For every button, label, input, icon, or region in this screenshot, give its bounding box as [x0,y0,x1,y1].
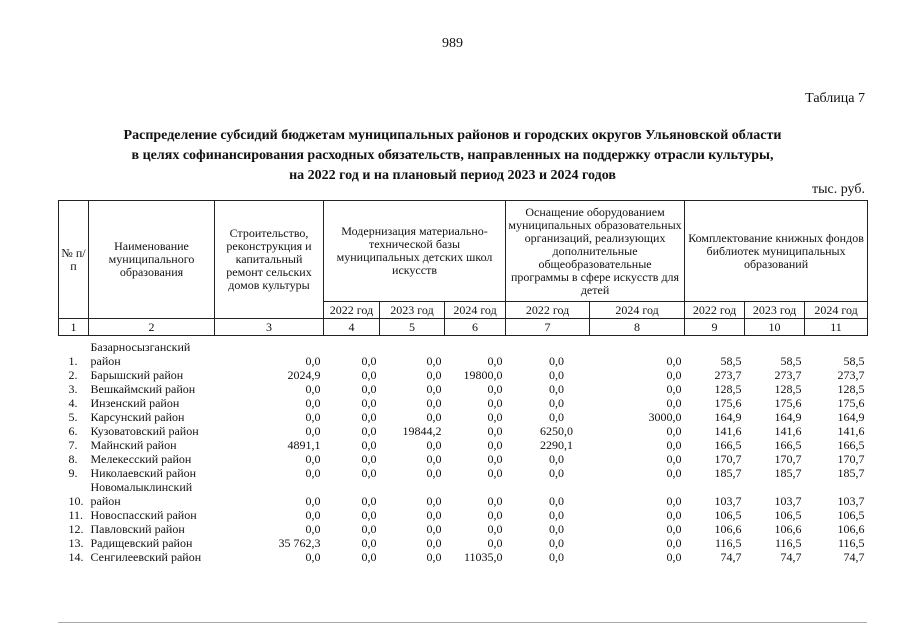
cell-c9: 106,5 [714,508,742,522]
header-year: 2023 год [380,302,445,319]
table-label: Таблица 7 [805,91,865,106]
row-number: 14. [68,550,84,564]
column-number: 10 [745,319,805,336]
cell-c7: 0,0 [549,354,565,368]
cell-c9: 175,6 [714,396,742,410]
row-name: Вешкаймский район [90,382,196,396]
cell-c3: 0,0 [305,466,321,480]
cell-c7: 0,0 [549,550,565,564]
cell-c11: 128,5 [837,382,865,396]
table-row [59,550,868,564]
cell-c10: 185,7 [774,466,802,480]
cell-c4: 0,0 [361,550,377,564]
column-number: 5 [380,319,445,336]
cell-c7: 0,0 [549,396,565,410]
cell-c5: 0,0 [426,396,442,410]
column-number: 1 [59,319,89,336]
cell-c6: 0,0 [487,536,503,550]
cell-c8: 0,0 [666,424,682,438]
cell-c8: 0,0 [666,508,682,522]
header-year: 2022 год [506,302,590,319]
cell-c8: 0,0 [666,536,682,550]
column-number: 7 [506,319,590,336]
row-name: Новоспасский район [90,508,197,522]
cell-c3: 0,0 [305,410,321,424]
column-number: 9 [685,319,745,336]
cell-c3: 0,0 [305,396,321,410]
cell-c10: 74,7 [780,550,802,564]
cell-c10: 128,5 [774,382,802,396]
page-bottom-rule [58,622,867,623]
cell-c8: 0,0 [666,382,682,396]
cell-c4: 0,0 [361,494,377,508]
cell-c11: 273,7 [837,368,865,382]
cell-c6: 0,0 [487,522,503,536]
row-number: 10. [68,494,84,508]
cell-c11: 74,7 [843,550,865,564]
cell-c5: 0,0 [426,354,442,368]
cell-c7: 0,0 [549,368,565,382]
table-body [59,336,868,565]
cell-c5: 0,0 [426,368,442,382]
header-books: Комплектование книжных фондов библиотек муниципальных образований [685,201,868,302]
cell-c4: 0,0 [361,508,377,522]
cell-c8: 0,0 [666,368,682,382]
cell-c6: 0,0 [487,452,503,466]
row-number: 9. [68,466,78,480]
cell-c5: 0,0 [426,494,442,508]
table-row [59,452,868,466]
title-line: в целях софинансирования расходных обязательств, направленных на поддержку отрасли культуры, [131,148,774,163]
cell-c10: 164,9 [774,410,802,424]
cell-c4: 0,0 [361,466,377,480]
cell-c10: 175,6 [774,396,802,410]
row-number: 13. [68,536,84,550]
cell-c4: 0,0 [361,410,377,424]
table-row [59,424,868,438]
row-name: Мелекесский район [90,452,192,466]
cell-c8: 0,0 [666,396,682,410]
cell-c6: 0,0 [487,382,503,396]
cell-c7: 2290,1 [540,438,574,452]
cell-c6: 11035,0 [463,550,503,564]
table-row [59,382,868,396]
column-number: 11 [805,319,868,336]
cell-c6: 19800,0 [463,368,503,382]
table-row [59,536,868,550]
cell-c5: 0,0 [426,536,442,550]
cell-c9: 116,5 [714,536,742,550]
cell-c4: 0,0 [361,368,377,382]
row-name: Майнский район [90,438,177,452]
cell-c5: 0,0 [426,438,442,452]
cell-c9: 106,6 [714,522,742,536]
row-number: 5. [68,410,78,424]
table-row [59,336,868,369]
cell-c6: 0,0 [487,396,503,410]
table-row [59,396,868,410]
table-row [59,368,868,382]
cell-c4: 0,0 [361,396,377,410]
cell-c3: 4891,1 [287,438,321,452]
cell-c8: 3000,0 [648,410,682,424]
table-row [59,508,868,522]
row-name: Инзенский район [90,396,180,410]
cell-c10: 106,5 [774,508,802,522]
cell-c10: 141,6 [774,424,802,438]
cell-c4: 0,0 [361,522,377,536]
title-line: Распределение субсидий бюджетам муниципальных районов и городских округов Ульяновской области [123,128,782,143]
header-modernization: Модернизация материально-технической базы муниципальных детских школ искусств [324,201,506,302]
cell-c11: 166,5 [837,438,865,452]
cell-c6: 0,0 [487,424,503,438]
cell-c11: 170,7 [837,452,865,466]
cell-c3: 0,0 [305,382,321,396]
column-number: 8 [590,319,685,336]
cell-c9: 58,5 [720,354,742,368]
row-name: Базарносызганский район [90,340,191,368]
cell-c3: 2024,9 [287,368,321,382]
cell-c6: 0,0 [487,508,503,522]
row-name: Кузоватовский район [90,424,199,438]
cell-c5: 0,0 [426,410,442,424]
row-number: 11. [68,508,84,522]
cell-c5: 0,0 [426,382,442,396]
header-name: Наименование муниципального образования [89,201,215,319]
cell-c5: 0,0 [426,550,442,564]
header-year: 2022 год [324,302,380,319]
cell-c11: 106,6 [837,522,865,536]
column-number: 4 [324,319,380,336]
page-number: 989 [442,36,463,51]
cell-c8: 0,0 [666,494,682,508]
row-number: 7. [68,438,78,452]
row-name: Карсунский район [90,410,185,424]
cell-c6: 0,0 [487,466,503,480]
row-name: Сенгилеевский район [90,550,202,564]
table-row [59,480,868,508]
cell-c5: 0,0 [426,466,442,480]
cell-c10: 170,7 [774,452,802,466]
row-name: Радищевский район [90,536,193,550]
cell-c7: 6250,0 [540,424,574,438]
table-row [59,410,868,424]
row-number: 1. [68,354,78,368]
cell-c11: 164,9 [837,410,865,424]
cell-c11: 103,7 [837,494,865,508]
cell-c10: 58,5 [780,354,802,368]
row-number: 12. [68,522,84,536]
cell-c9: 170,7 [714,452,742,466]
cell-c8: 0,0 [666,550,682,564]
cell-c9: 141,6 [714,424,742,438]
row-name: Николаевский район [90,466,197,480]
cell-c4: 0,0 [361,536,377,550]
subsidy-table [58,200,868,564]
cell-c5: 0,0 [426,508,442,522]
cell-c6: 0,0 [487,410,503,424]
cell-c10: 103,7 [774,494,802,508]
cell-c8: 0,0 [666,466,682,480]
cell-c5: 19844,2 [402,424,442,438]
cell-c9: 164,9 [714,410,742,424]
cell-c8: 0,0 [666,452,682,466]
header-year: 2023 год [745,302,805,319]
table-title [60,126,845,186]
cell-c9: 103,7 [714,494,742,508]
cell-c4: 0,0 [361,382,377,396]
cell-c3: 35 762,3 [278,536,321,550]
cell-c4: 0,0 [361,438,377,452]
cell-c3: 0,0 [305,424,321,438]
column-number: 3 [215,319,324,336]
cell-c3: 0,0 [305,522,321,536]
cell-c10: 106,6 [774,522,802,536]
cell-c7: 0,0 [549,508,565,522]
cell-c11: 141,6 [837,424,865,438]
cell-c9: 185,7 [714,466,742,480]
cell-c5: 0,0 [426,522,442,536]
cell-c10: 116,5 [774,536,802,550]
header-equipment: Оснащение оборудованием муниципальных образовательных организаций, реализующих дополнительные общеобразовательные программы в сфере искусств для детей [506,201,685,302]
cell-c11: 185,7 [837,466,865,480]
row-name: Павловский район [90,522,185,536]
cell-c7: 0,0 [549,410,565,424]
cell-c11: 116,5 [837,536,865,550]
cell-c5: 0,0 [426,452,442,466]
cell-c11: 175,6 [837,396,865,410]
cell-c7: 0,0 [549,382,565,396]
cell-c9: 166,5 [714,438,742,452]
cell-c8: 0,0 [666,438,682,452]
cell-c10: 273,7 [774,368,802,382]
cell-c4: 0,0 [361,424,377,438]
table-row [59,438,868,452]
units-label: тыс. руб. [812,182,865,197]
cell-c4: 0,0 [361,452,377,466]
cell-c9: 128,5 [714,382,742,396]
cell-c3: 0,0 [305,550,321,564]
row-name: Барышский район [90,368,184,382]
cell-c7: 0,0 [549,452,565,466]
header-year: 2024 год [590,302,685,319]
cell-c7: 0,0 [549,522,565,536]
header-year: 2024 год [445,302,506,319]
cell-c3: 0,0 [305,494,321,508]
cell-c7: 0,0 [549,494,565,508]
header-year: 2024 год [805,302,868,319]
title-line: на 2022 год и на плановый период 2023 и 2024 годов [289,168,616,183]
cell-c4: 0,0 [361,354,377,368]
cell-c6: 0,0 [487,494,503,508]
table-row [59,466,868,480]
column-number: 2 [89,319,215,336]
header-construction: Строительство, реконструкция и капитальный ремонт сельских домов культуры [215,201,324,319]
cell-c9: 74,7 [720,550,742,564]
row-name: Новомалыклинский район [90,480,193,508]
cell-c6: 0,0 [487,438,503,452]
cell-c3: 0,0 [305,508,321,522]
cell-c8: 0,0 [666,354,682,368]
cell-c3: 0,0 [305,354,321,368]
header-year: 2022 год [685,302,745,319]
column-number: 6 [445,319,506,336]
header-num: № п/п [59,201,89,319]
row-number: 3. [68,382,78,396]
row-number: 4. [68,396,78,410]
cell-c11: 106,5 [837,508,865,522]
cell-c9: 273,7 [714,368,742,382]
cell-c8: 0,0 [666,522,682,536]
row-number: 2. [68,368,78,382]
row-number: 6. [68,424,78,438]
cell-c10: 166,5 [774,438,802,452]
cell-c6: 0,0 [487,354,503,368]
table-row [59,522,868,536]
cell-c7: 0,0 [549,466,565,480]
cell-c11: 58,5 [843,354,865,368]
row-number: 8. [68,452,78,466]
cell-c7: 0,0 [549,536,565,550]
cell-c3: 0,0 [305,452,321,466]
